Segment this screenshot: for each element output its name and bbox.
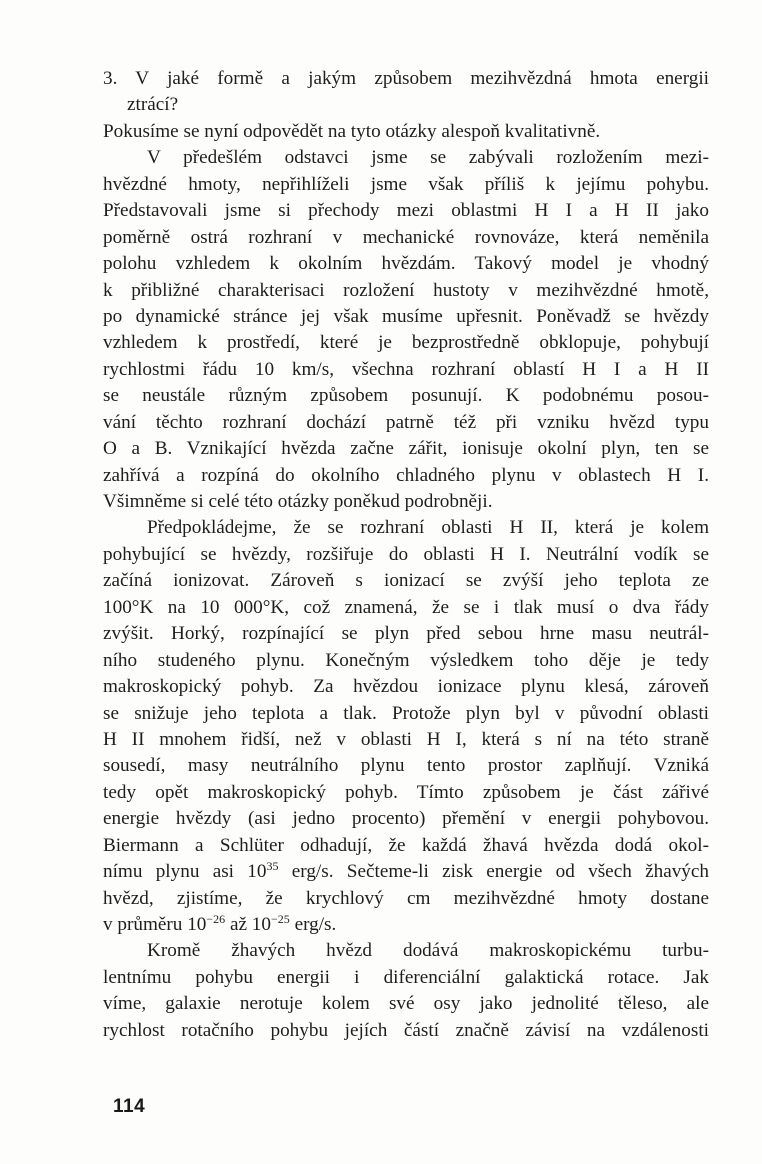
paragraph-line-with-exponent <box>103 912 709 938</box>
paragraph-line: vzhledem k prostředí, které je bezprostředně obklopuje, pohybují <box>103 332 709 354</box>
paragraph-line: rychlost rotačního pohybu jejích částí značně závisí na vzdálenosti <box>103 1019 709 1041</box>
paragraph-line: poměrně ostrá rozhraní v mechanické rovnováze, která neměnila <box>103 226 709 248</box>
paragraph-line: hvězdné hmoty, nepřihlíželi jsme však příliš k jejímu pohybu. <box>103 173 709 195</box>
paragraph-line: rychlostmi řádu 10 km/s, všechna rozhraní oblastí H I a H II <box>103 358 709 380</box>
question-line: 3. V jaké formě a jakým způsobem mezihvězdná hmota energii <box>103 68 709 89</box>
paragraph-line: Kromě žhavých hvězd dodává makroskopickému turbu- <box>147 940 709 962</box>
text-run: erg/s. Sečteme-li zisk energie od všech žhavých <box>278 861 710 883</box>
paragraph-line: zahřívá a rozpíná do okolního chladného plynu v oblastech H I. <box>103 464 709 486</box>
paragraph-line: V předešlém odstavci jsme se zabývali rozložením mezi- <box>147 147 709 169</box>
paragraph-line-with-exponent <box>103 859 709 885</box>
paragraph-line: Všimněme si celé této otázky poněkud podrobněji. <box>103 491 493 512</box>
exponent: −26 <box>206 912 226 926</box>
page-number: 114 <box>113 1096 146 1117</box>
intro-line: Pokusíme se nyní odpovědět na tyto otázky alespoň kvalitativně. <box>103 120 601 142</box>
paragraph-line: makroskopický pohyb. Za hvězdou ionizace plynu klesá, zároveň <box>103 676 709 698</box>
paragraph-line: 100°K na 10 000°K, což znamená, že se i tlak musí o dva řády <box>103 596 709 618</box>
text-run: v průměru 10 <box>103 914 207 935</box>
paragraph-line: Biermann a Schlüter odhadují, že každá žhavá hvězda dodá okol- <box>103 834 709 856</box>
paragraph-line: vání těchto rozhraní dochází patrně též při vzniku hvězd typu <box>103 411 709 433</box>
text-run: nímu plynu asi 10 <box>103 861 267 883</box>
paragraph-line: začíná ionizovat. Zároveň s ionizací se zvýší jeho teplota ze <box>103 570 709 592</box>
paragraph-line: polohu vzhledem k okolním hvězdám. Takový model je vhodný <box>103 253 709 275</box>
paragraph-line: ního studeného plynu. Konečným výsledkem toho děje je tedy <box>103 649 709 671</box>
paragraph-line: tedy opět makroskopický pohyb. Tímto způsobem je část zářivé <box>103 781 709 803</box>
paragraph-line: se neustále různým způsobem posunují. K podobnému posou- <box>103 385 709 407</box>
paragraph-line: hvězd, zjistíme, že krychlový cm mezihvězdné hmoty dostane <box>103 887 709 909</box>
question-line: ztrácí? <box>127 94 179 116</box>
paragraph-line: víme, galaxie nerotuje kolem své osy jako jednolité těleso, ale <box>103 993 709 1015</box>
exponent: −25 <box>271 912 290 926</box>
exponent: 35 <box>266 859 279 874</box>
paragraph-line: H II mnohem řidší, než v oblasti H I, která s ní na této straně <box>103 728 709 750</box>
paragraph-line: O a B. Vznikající hvězda začne zářit, ionisuje okolní plyn, ten se <box>103 438 709 460</box>
paragraph-line: Představovali jsme si přechody mezi oblastmi H I a H II jako <box>103 200 709 222</box>
body-text <box>103 66 709 1044</box>
paragraph-line: zvýšit. Horký, rozpínající se plyn před sebou hrne masu neutrál- <box>103 623 709 645</box>
paragraph-line: lentnímu pohybu energii i diferenciální galaktická rotace. Jak <box>103 966 709 988</box>
paragraph-line: k přibližné charakterisaci rozložení hustoty v mezihvězdné hmotě, <box>103 279 709 301</box>
paragraph-line: sousedí, masy neutrálního plynu tento prostor zaplňují. Vzniká <box>103 755 709 777</box>
paragraph-line: pohybující se hvězdy, rozšiřuje do oblasti H I. Neutrální vodík se <box>103 543 709 565</box>
text-run: až 10 <box>225 914 271 935</box>
text-run: erg/s. <box>289 914 337 935</box>
paragraph-line: se snižuje jeho teplota a tlak. Protože plyn byl v původní oblasti <box>103 702 709 724</box>
paragraph-line: po dynamické stránce jej však musíme upřesnit. Poněvadž se hvězdy <box>103 305 709 327</box>
paragraph-line: energie hvězdy (asi jedno procento) přemění v energii pohybovou. <box>103 808 709 830</box>
paragraph-line: Předpokládejme, že se rozhraní oblasti H II, která je kolem <box>147 517 709 539</box>
